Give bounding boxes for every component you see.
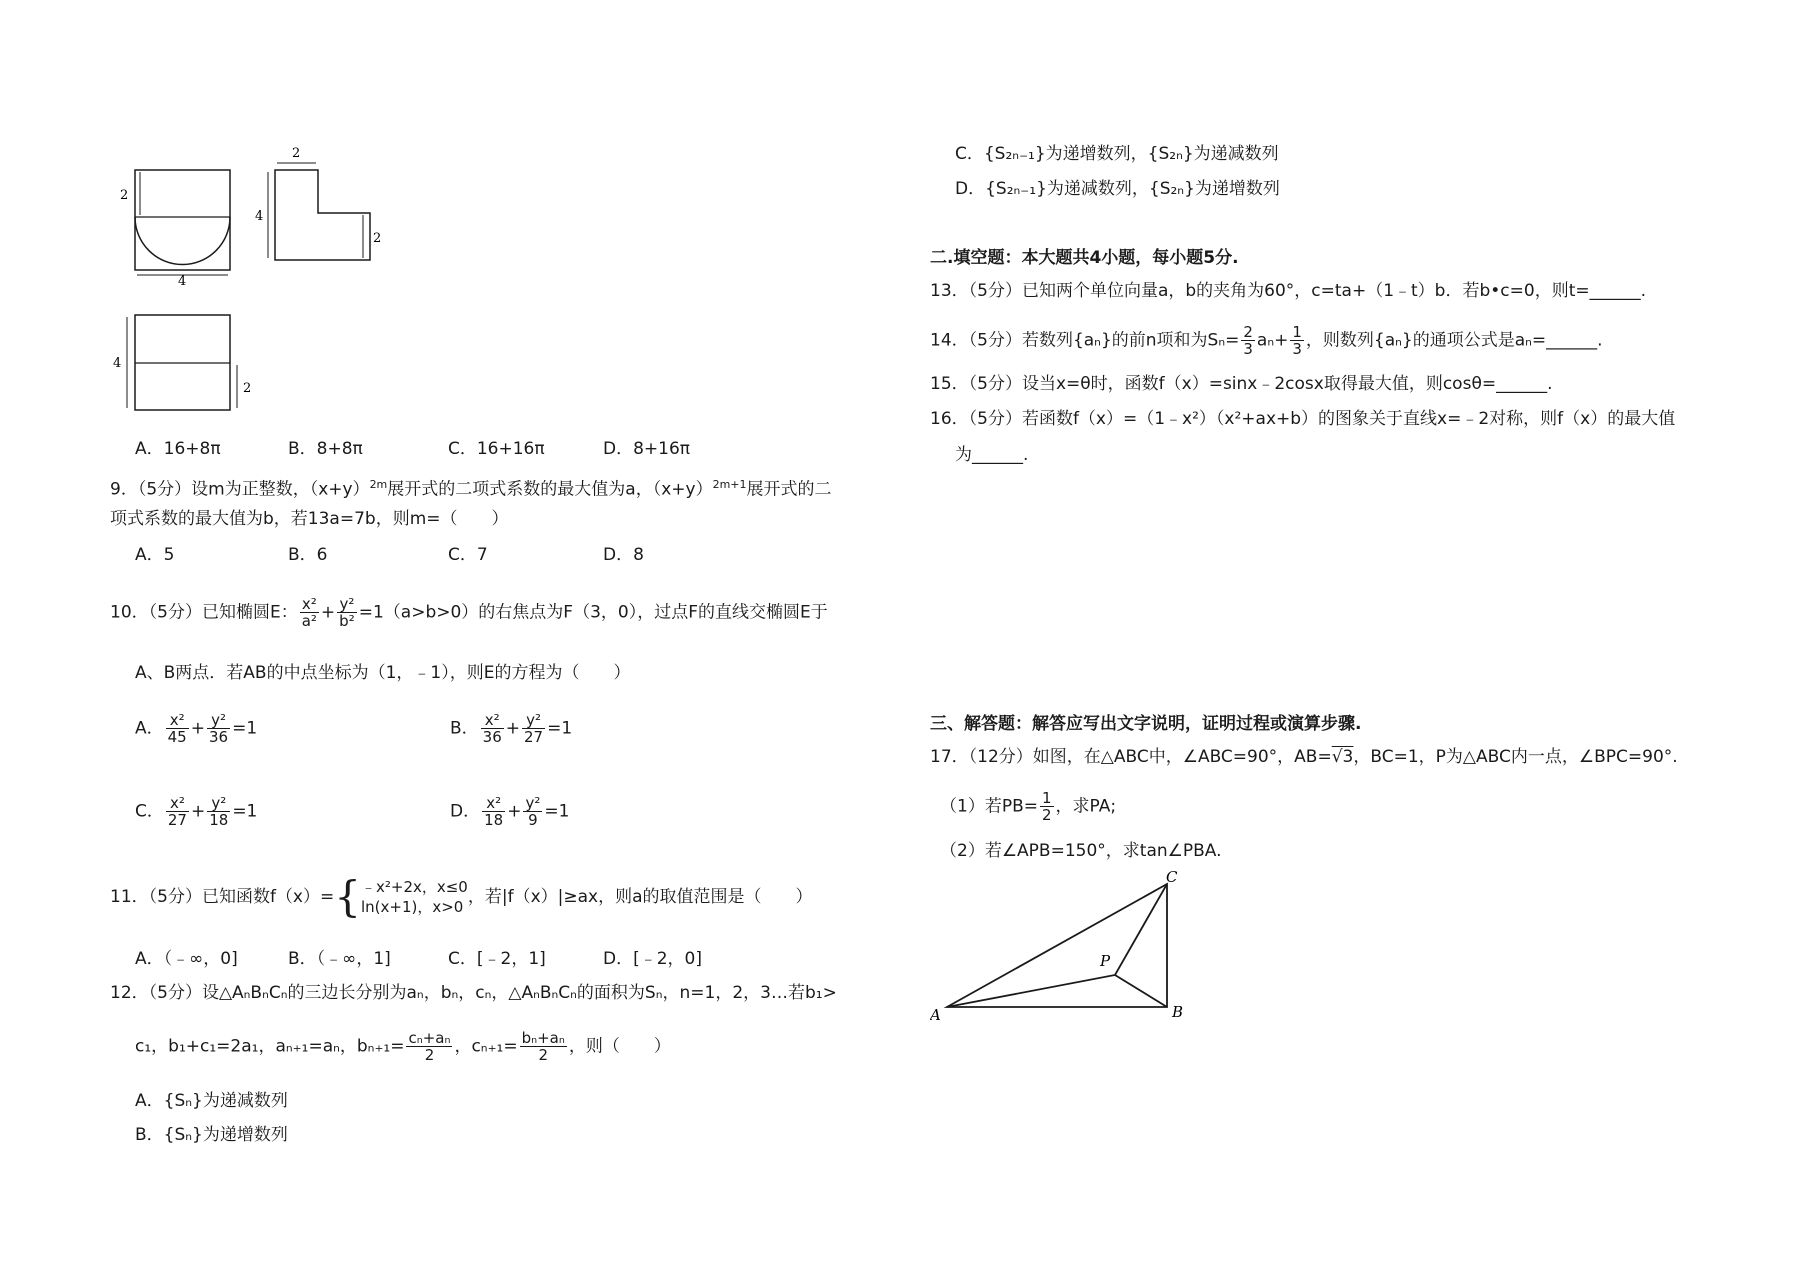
q12-line2: c₁，b₁+c₁=2a₁，aₙ₊₁=aₙ，bₙ₊₁= $\frac{\text{cₙ+aₙ}}{2}$ ，cₙ₊₁= $\frac{\text{bₙ+aₙ}}{2}$ ，则（ ）	[135, 1029, 671, 1064]
section-2-heading: 二.填空题：本大题共4小题，每小题5分.	[930, 248, 1239, 268]
q8-option-c: C．16+16π	[448, 439, 545, 459]
fig-label-tm-step: 2	[373, 231, 382, 246]
q12-option-d: D．{S₂ₙ₋₁}为递减数列，{S₂ₙ}为递增数列	[955, 179, 1280, 199]
fig-label-tl-w: 4	[178, 274, 187, 289]
q11-option-a: A．（﹣∞，0]	[135, 949, 238, 969]
section-3-heading: 三、解答题：解答应写出文字说明，证明过程或演算步骤.	[930, 714, 1362, 734]
q12-option-c: C．{S₂ₙ₋₁}为递增数列，{S₂ₙ}为递减数列	[955, 144, 1279, 164]
q11-line1: 11．（5分）已知函数f（x）={ ﹣x²+2x，x≤0 ln(x+1)，x>0 ，若|f（x）|≥ax，则a的取值范围是（ ）	[110, 872, 813, 921]
q11-option-c: C．[﹣2，1]	[448, 949, 546, 969]
q8-option-d: D．8+16π	[603, 439, 691, 459]
fig-label-b: B	[1172, 1003, 1184, 1021]
q16-line1: 16．（5分）若函数f（x）=（1﹣x²）（x²+ax+b）的图象关于直线x=﹣2对称，则f（x）的最大值	[930, 409, 1676, 429]
q17-part2: （2）若∠APB=150°，求tan∠PBA.	[940, 841, 1222, 861]
fig-label-a: A	[930, 1006, 941, 1024]
q10-option-d: D． $\frac{\text{x²}}{18}$ + $\frac{\text{y²}}{9}$ =1	[450, 794, 570, 829]
q16-line2: 为______.	[955, 445, 1029, 465]
q14: 14．（5分）若数列{aₙ}的前n项和为Sₙ= $\frac{2}{3}$ aₙ+ $\frac{1}{3}$ ，则数列{aₙ}的通项公式是aₙ=______.	[930, 323, 1603, 358]
fig-label-tm-w: 2	[292, 146, 301, 161]
three-view-figure	[105, 135, 415, 425]
q17-line1: 17．（12分）如图，在△ABC中，∠ABC=90°，AB=√3，BC=1，P为△ABC内一点，∠BPC=90°.	[930, 747, 1678, 767]
q10-line1: 10．（5分）已知椭圆E： $\frac{\text{x²}}{\text{a²}}$ + $\frac{\text{y²}}{\text{b²}}$ =1（a>b>0）的右焦点为F（3，0），过点F的直线交椭圆E于	[110, 595, 828, 630]
q10-option-b: B． $\frac{\text{x²}}{36}$ + $\frac{\text{y²}}{27}$ =1	[450, 711, 573, 746]
triangle-figure	[930, 870, 1190, 1030]
q11-option-d: D．[﹣2，0]	[603, 949, 702, 969]
q8-option-b: B．8+8π	[288, 439, 363, 459]
fig-label-b-step: 2	[243, 381, 252, 396]
q9-option-a: A．5	[135, 545, 175, 565]
q13: 13．（5分）已知两个单位向量a，b的夹角为60°，c=ta+（1﹣t）b．若b•c=0，则t=______.	[930, 281, 1647, 301]
q10-option-a: A． $\frac{\text{x²}}{45}$ + $\frac{\text{y²}}{36}$ =1	[135, 711, 258, 746]
q12-option-b: B．{Sₙ}为递增数列	[135, 1125, 288, 1145]
q10-option-c: C． $\frac{\text{x²}}{27}$ + $\frac{\text{y²}}{18}$ =1	[135, 794, 258, 829]
q17-part1: （1）若PB= $\frac{1}{2}$ ，求PA;	[940, 789, 1117, 824]
q11-option-b: B．（﹣∞，1]	[288, 949, 391, 969]
q9-option-d: D．8	[603, 545, 644, 565]
q10-line2: A、B两点．若AB的中点坐标为（1，﹣1），则E的方程为（ ）	[135, 663, 631, 683]
q12-line1: 12．（5分）设△AₙBₙCₙ的三边长分别为aₙ，bₙ，cₙ，△AₙBₙCₙ的面积为Sₙ，n=1，2，3…若b₁>	[110, 983, 837, 1003]
fig-label-b-h: 4	[113, 356, 122, 371]
fig-label-tm-h: 4	[255, 209, 264, 224]
fig-label-p: P	[1100, 952, 1111, 970]
q9-line1: 9．（5分）设m为正整数，$(x+y)^{2m}$展开式的二项式系数的最大值为a，$(x+y)^{2m+1}$展开式的二	[110, 478, 832, 500]
q15: 15．（5分）设当x=θ时，函数f（x）=sinx﹣2cosx取得最大值，则cosθ=______.	[930, 374, 1553, 394]
q8-option-a: A．16+8π	[135, 439, 221, 459]
q9-option-b: B．6	[288, 545, 328, 565]
q12-option-a: A．{Sₙ}为递减数列	[135, 1091, 288, 1111]
fig-label-tl-h: 2	[120, 188, 129, 203]
q9-option-c: C．7	[448, 545, 488, 565]
q9-line2: 项式系数的最大值为b，若13a=7b，则m=（ ）	[110, 509, 509, 529]
fig-label-c: C	[1166, 870, 1178, 886]
